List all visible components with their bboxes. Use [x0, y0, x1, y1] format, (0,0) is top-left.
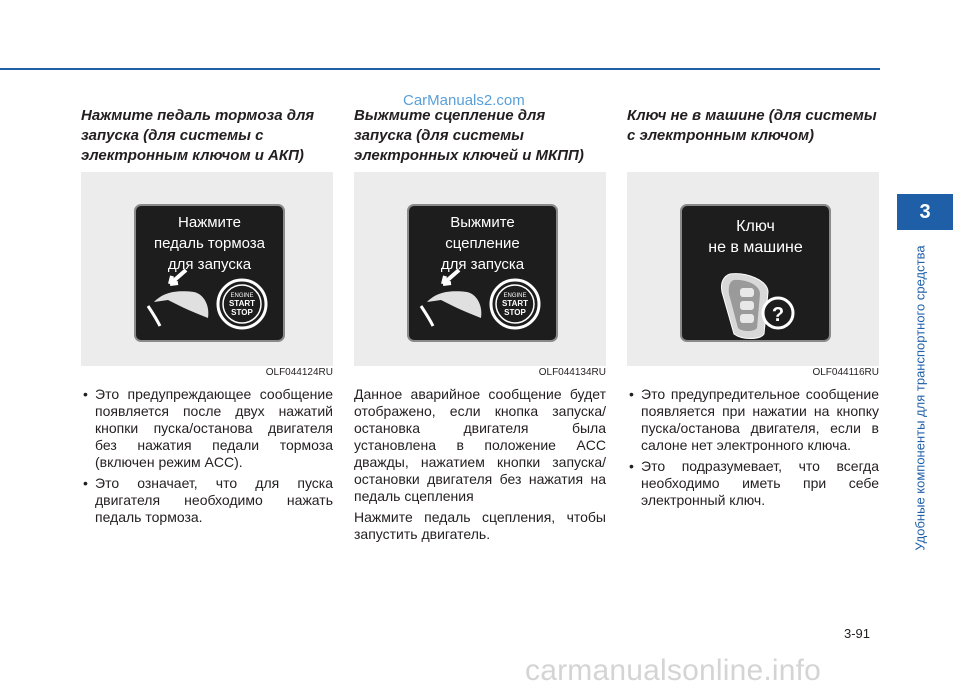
arrow-down-icon	[170, 270, 186, 284]
chapter-tab: 3	[897, 194, 953, 230]
smart-key-icon	[721, 274, 768, 339]
bullet-item: • Это подразумевает, что всегда необходимо иметь при себе электронный ключ.	[627, 458, 879, 509]
shoe-icon	[154, 291, 208, 318]
watermark-bottom[interactable]: carmanualsonline.info	[525, 654, 822, 687]
paragraph: Данное аварийное сообщение будет отображено, если кнопка запуска/остановка двигателя была установлена в положение ACC дважды, нажатием кнопки запуска/остановки двигателя без нажатия на педаль сцепления	[354, 386, 606, 504]
stop-label: STOP	[231, 308, 253, 317]
start-label: START	[228, 299, 256, 308]
smart-key-question-icons	[682, 206, 829, 340]
display-message: Выжмите сцепление для запуска	[440, 214, 525, 273]
pedal-icon	[148, 306, 160, 326]
svg-text:?: ?	[771, 304, 785, 326]
shoe-icon	[427, 291, 481, 318]
cluster-display	[680, 204, 831, 342]
bullet-item: • Это предупредительное сообщение появляется при нажатии на кнопку пуска/останова двигателя, если в салоне нет электронного ключа.	[627, 386, 879, 454]
paragraph: Нажмите педаль сцепления, чтобы запустить двигатель.	[354, 509, 606, 542]
header-rule	[0, 68, 880, 70]
arrow-down-icon	[443, 270, 459, 284]
figure-code: OLF044116RU	[812, 367, 879, 378]
figure-key-not-in-vehicle	[627, 172, 879, 366]
figure-code: OLF044134RU	[538, 367, 606, 378]
display-message: Ключ не в машине	[708, 218, 803, 256]
figure-code: OLF044124RU	[265, 367, 333, 378]
section-body	[627, 386, 879, 509]
engine-label: ENGINE	[230, 293, 254, 299]
cluster-display	[134, 204, 285, 342]
pedal-icon	[421, 306, 433, 326]
section-heading: Выжмите сцепление для запуска (для системы электронных ключей и МКПП)	[354, 107, 584, 164]
brake-pedal-and-start-button-icons	[136, 206, 283, 340]
section-heading: Нажмите педаль тормоза для запуска (для системы с электронным ключом и АКП)	[81, 107, 315, 164]
figure-brake-pedal	[81, 172, 333, 366]
section-body	[81, 386, 333, 526]
watermark-top[interactable]: CarManuals2.com	[403, 92, 525, 109]
section-key-not-in-vehicle	[627, 106, 879, 513]
bullet-item: • Это означает, что для пуска двигателя необходимо нажать педаль тормоза.	[81, 475, 333, 526]
engine-label: ENGINE	[503, 293, 527, 299]
section-body	[354, 386, 606, 543]
start-label: START	[501, 299, 529, 308]
chapter-title: Удобные компоненты для транспортного средства	[912, 245, 928, 551]
clutch-pedal-and-start-button-icons	[409, 206, 556, 340]
figure-clutch-pedal	[354, 172, 606, 366]
page-number: 3-91	[844, 626, 871, 641]
bullet-item: • Это предупреждающее сообщение появляется после двух нажатий кнопки пуска/останова двигателя без нажатия педали тормоза (включен режим ACC).	[81, 386, 333, 471]
cluster-display	[407, 204, 558, 342]
display-message: Нажмите педаль тормоза для запуска	[153, 214, 266, 273]
section-brake-pedal	[81, 106, 333, 530]
section-heading: Ключ не в машине (для системы с электронным ключом)	[627, 107, 877, 144]
stop-label: STOP	[504, 308, 526, 317]
section-clutch-pedal	[354, 106, 606, 547]
question-icon	[763, 298, 793, 328]
